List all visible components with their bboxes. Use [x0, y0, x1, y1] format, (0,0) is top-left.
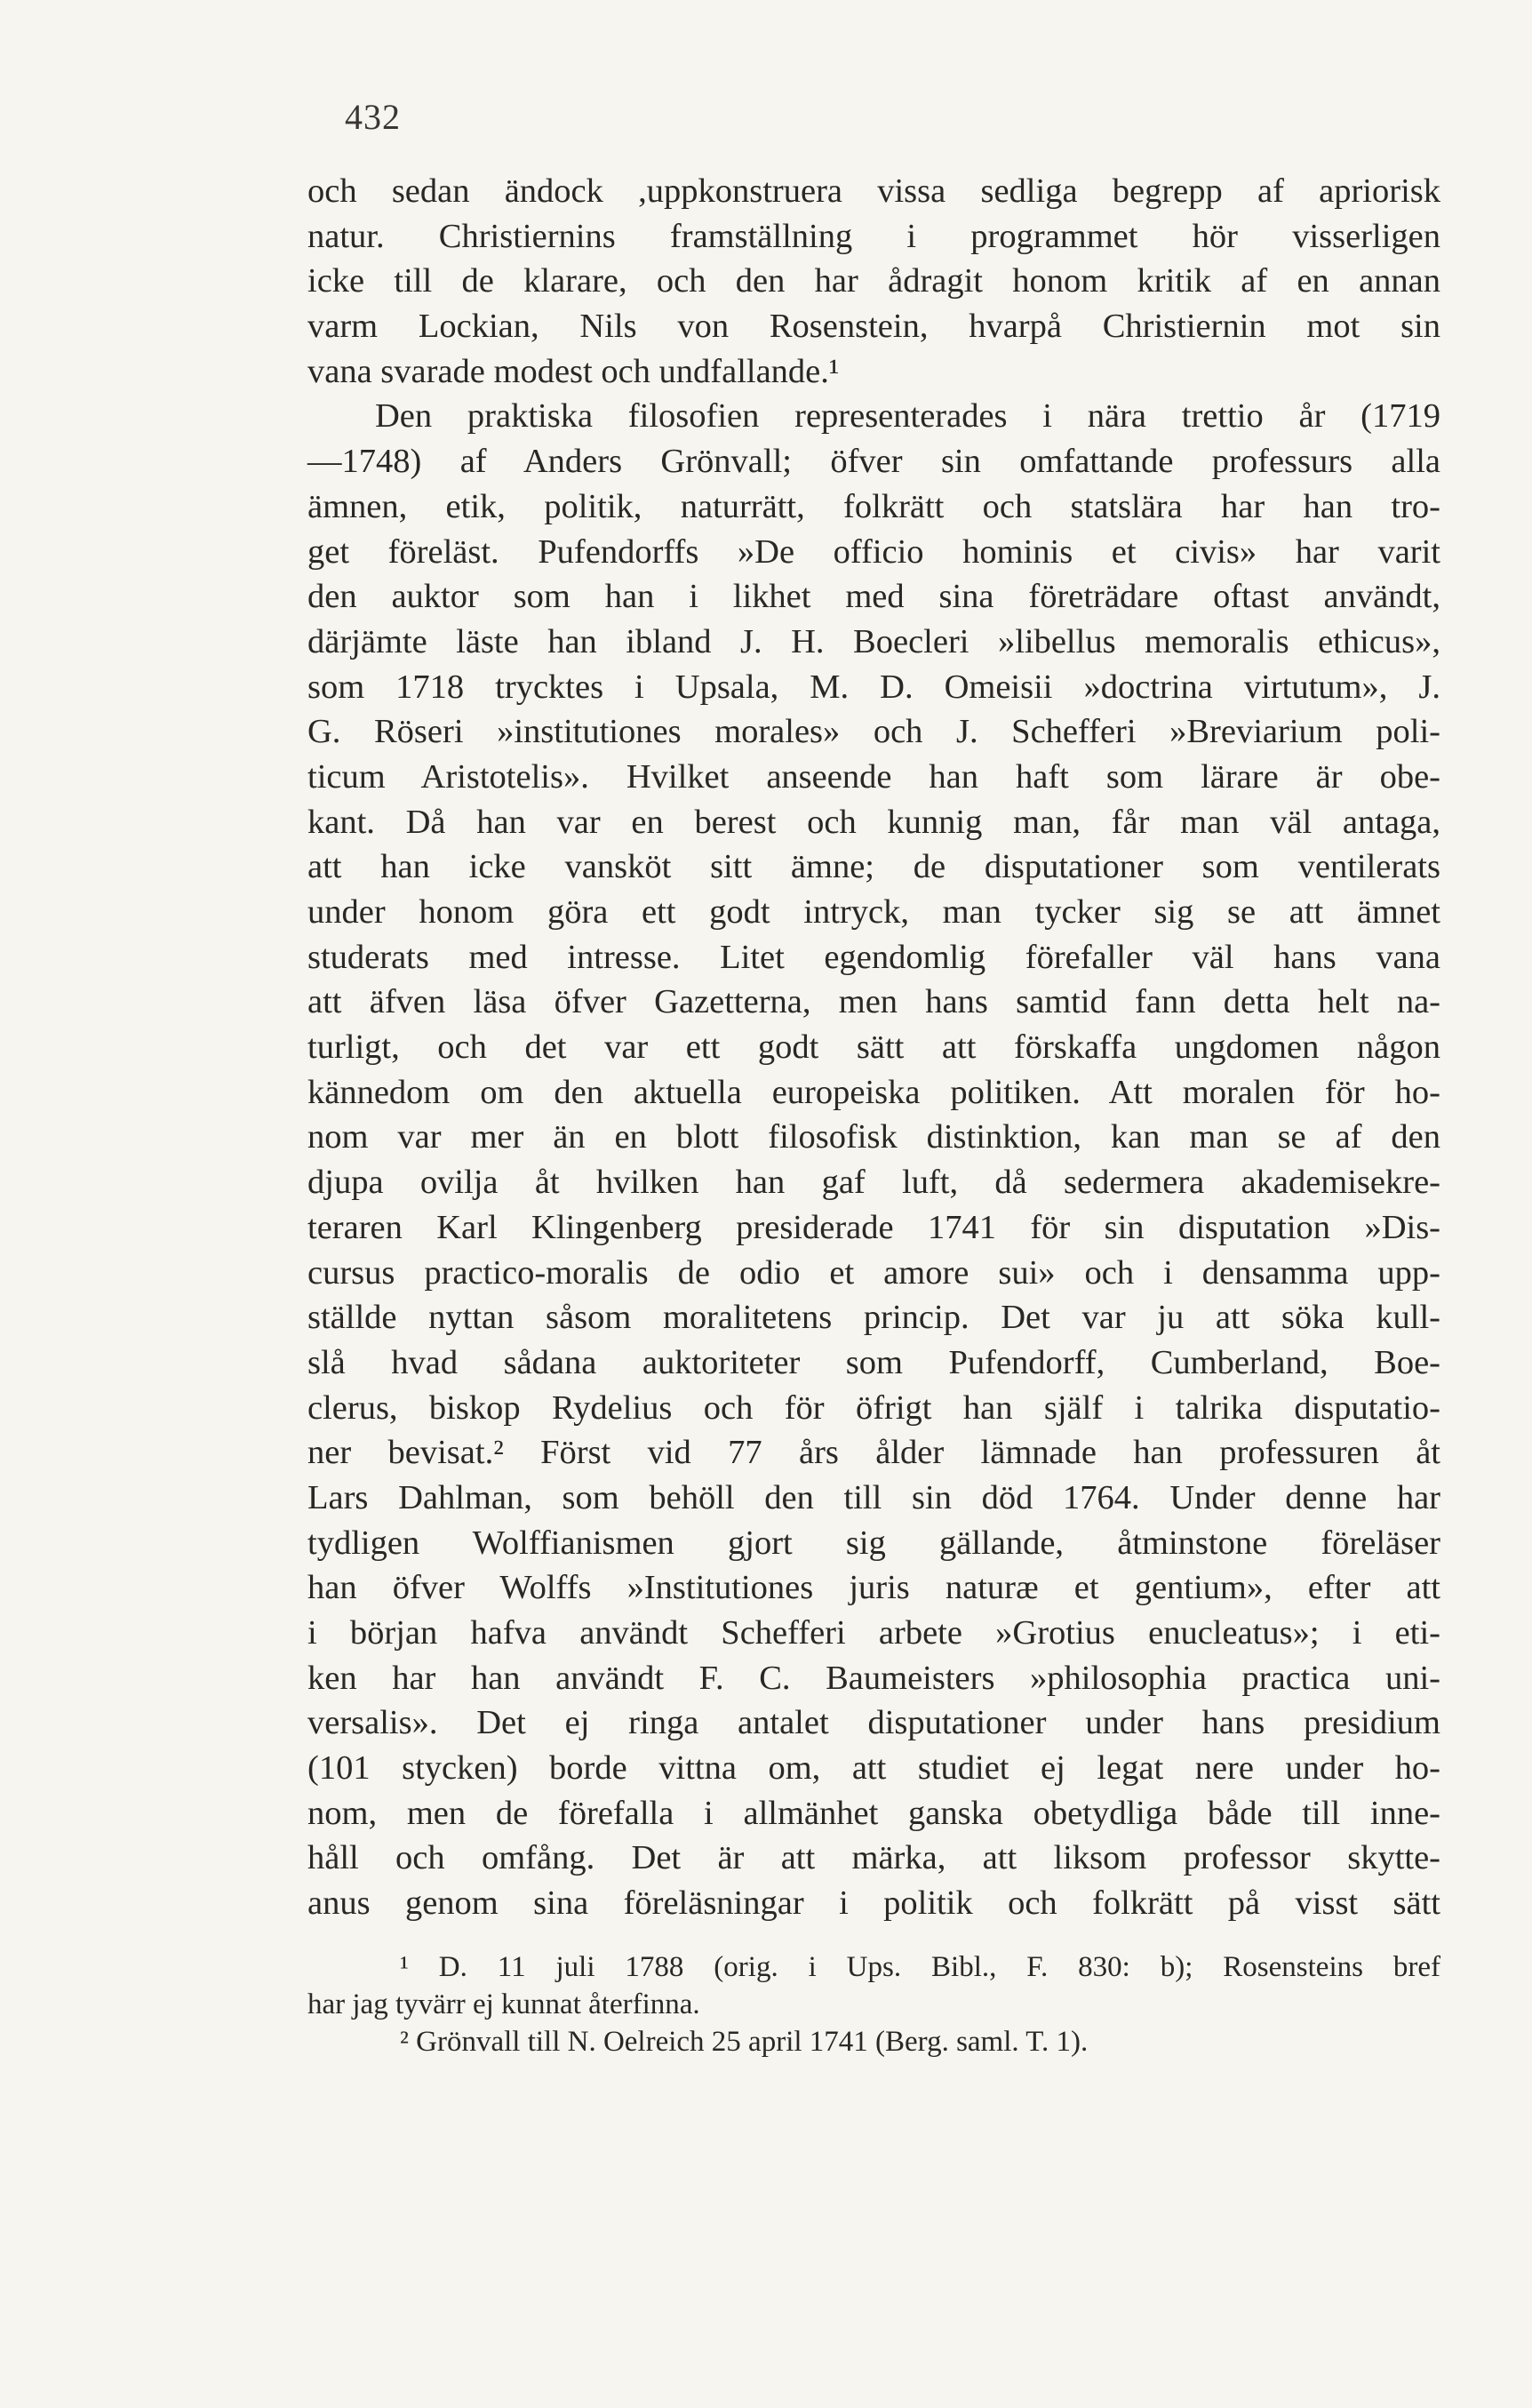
text-line: cursus practico-moralis de odio et amore sui» och i densamma upp- — [307, 1253, 1440, 1292]
text-line: kännedom om den aktuella europeiska politiken. Att moralen för ho- — [307, 1073, 1440, 1111]
footnote-line: har jag tyvärr ej kunnat återfinna. — [307, 1988, 700, 2020]
text-line: slå hvad sådana auktoriteter som Pufendorff, Cumberland, Boe- — [307, 1343, 1440, 1381]
text-line: teraren Karl Klingenberg presiderade 1741 för sin disputation »Dis- — [307, 1208, 1440, 1246]
text-line: och sedan ändock ,uppkonstruera vissa sedliga begrepp af apriorisk — [307, 172, 1440, 210]
text-line: icke till de klarare, och den har ådragit honom kritik af en annan — [307, 262, 1440, 300]
text-line: i början hafva användt Schefferi arbete »Grotius enucleatus»; i eti- — [307, 1614, 1440, 1652]
text-line: kant. Då han var en berest och kunnig man, får man väl antaga, — [307, 803, 1440, 841]
text-line: ner bevisat.² Först vid 77 års ålder lämnade han professuren åt — [307, 1434, 1440, 1472]
text-line: G. Röseri »institutiones morales» och J. Schefferi »Breviarium poli- — [307, 713, 1440, 751]
footnotes — [307, 1948, 1440, 2060]
text-line: ticum Aristotelis». Hvilket anseende han haft som lärare är obe- — [307, 757, 1440, 796]
footnote-line: ¹ D. 11 juli 1788 (orig. i Ups. Bibl., F. 830: b); Rosensteins bref — [400, 1951, 1440, 1983]
text-line: att äfven läsa öfver Gazetterna, men hans samtid fann detta helt na- — [307, 983, 1440, 1021]
text-line: natur. Christiernins framställning i programmet hör visserligen — [307, 217, 1440, 255]
text-line: —1748) af Anders Grönvall; öfver sin omfattande professurs alla — [307, 443, 1440, 481]
text-line: nom, men de förefalla i allmänhet ganska obetydliga både till inne- — [307, 1794, 1440, 1832]
text-line: get föreläst. Pufendorffs »De officio hominis et civis» har varit — [307, 532, 1440, 571]
text-line: turligt, och det var ett godt sätt att förskaffa ungdomen någon — [307, 1028, 1440, 1067]
body-text — [307, 169, 1440, 1926]
page-number: 432 — [345, 97, 401, 137]
text-line: ställde nyttan såsom moralitetens princip. Det var ju att söka kull- — [307, 1299, 1440, 1337]
text-line: varm Lockian, Nils von Rosenstein, hvarpå Christiernin mot sin — [307, 308, 1440, 346]
text-line: under honom göra ett godt intryck, man tycker sig se att ämnet — [307, 893, 1440, 931]
text-line: som 1718 trycktes i Upsala, M. D. Omeisii »doctrina virtutum», J. — [307, 668, 1440, 706]
text-line: Den praktiska filosofien representerades i nära trettio år (1719 — [375, 397, 1440, 436]
footnote-line: ² Grönvall till N. Oelreich 25 april 1741 (Berg. saml. T. 1). — [400, 2026, 1089, 2058]
text-line: den auktor som han i likhet med sina företrädare oftast användt, — [307, 578, 1440, 616]
text-line: håll och omfång. Det är att märka, att liksom professor skytte- — [307, 1839, 1440, 1877]
text-line: han öfver Wolffs »Institutiones juris naturæ et gentium», efter att — [307, 1569, 1440, 1607]
text-line: därjämte läste han ibland J. H. Boecleri »libellus memoralis ethicus», — [307, 622, 1440, 660]
text-line: ämnen, etik, politik, naturrätt, folkrätt och statslära har han tro- — [307, 487, 1440, 525]
text-line: att han icke vansköt sitt ämne; de disputationer som ventilerats — [307, 848, 1440, 886]
text-line: djupa ovilja åt hvilken han gaf luft, då sedermera akademisekre- — [307, 1164, 1440, 1202]
text-line: studerats med intresse. Litet egendomlig förefaller väl hans vana — [307, 938, 1440, 976]
text-line: tydligen Wolffianismen gjort sig gällande, åtminstone föreläser — [307, 1524, 1440, 1562]
text-line: versalis». Det ej ringa antalet disputationer under hans presidium — [307, 1704, 1440, 1742]
text-line: nom var mer än en blott filosofisk distinktion, kan man se af den — [307, 1118, 1440, 1156]
text-line: (101 stycken) borde vittna om, att studiet ej legat nere under ho- — [307, 1749, 1440, 1788]
text-line: ken har han användt F. C. Baumeisters »philosophia practica uni- — [307, 1659, 1440, 1697]
text-line: clerus, biskop Rydelius och för öfrigt han själf i talrika disputatio- — [307, 1388, 1440, 1427]
text-line: anus genom sina föreläsningar i politik och folkrätt på visst sätt — [307, 1884, 1440, 1923]
text-line: vana svarade modest och undfallande.¹ — [307, 352, 840, 390]
text-line: Lars Dahlman, som behöll den till sin död 1764. Under denne har — [307, 1478, 1440, 1516]
